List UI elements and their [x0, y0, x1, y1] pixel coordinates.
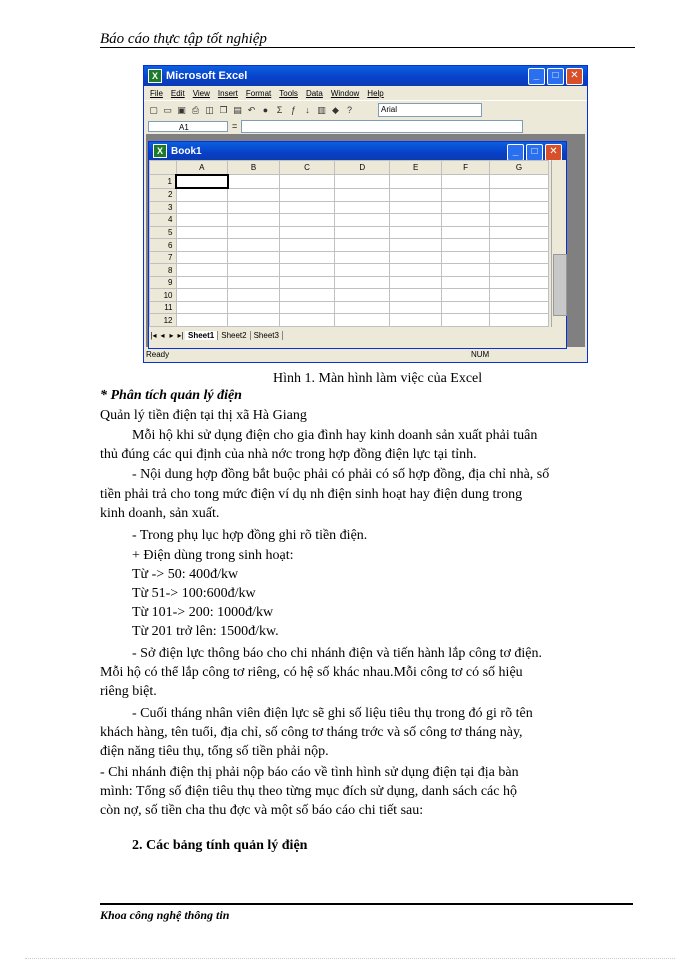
row-header[interactable]: 7	[150, 251, 177, 264]
spreadsheet-grid	[149, 160, 549, 327]
text-line: Từ -> 50: 400đ/kw	[132, 567, 239, 582]
chart-icon[interactable]: ▥	[317, 104, 326, 115]
status-num: NUM	[471, 349, 490, 359]
header-rule	[100, 47, 635, 48]
formula-input[interactable]	[241, 120, 523, 133]
book-minimize-icon[interactable]: _	[507, 144, 524, 161]
tab-sheet3[interactable]: Sheet3	[251, 331, 283, 340]
column-header[interactable]: G	[490, 161, 549, 175]
undo-icon[interactable]: ↶	[247, 104, 256, 115]
menu-bar	[144, 86, 587, 100]
book-titlebar	[149, 142, 566, 160]
help-icon[interactable]: ?	[346, 104, 352, 115]
text-line: - Chi nhánh điện thị phải nộp báo cáo về tình hình sử dụng điện tại địa bàn	[100, 765, 519, 780]
excel-app-icon: X	[148, 69, 162, 83]
text-line: Quản lý tiền điện tại thị xã Hà Giang	[100, 408, 307, 423]
column-header[interactable]: F	[442, 161, 490, 175]
menu-edit[interactable]: Edit	[170, 88, 185, 98]
close-icon[interactable]: ✕	[566, 68, 583, 85]
column-header[interactable]: B	[228, 161, 280, 175]
row-header[interactable]: 4	[150, 214, 177, 227]
name-box[interactable]: A1	[148, 121, 228, 132]
text-line: - Trong phụ lục hợp đồng ghi rõ tiền điện.	[132, 528, 368, 543]
menu-data[interactable]: Data	[305, 88, 323, 98]
text-line: còn nợ, số tiền cha thu đợc và một số báo cáo chi tiết sau:	[100, 803, 424, 818]
status-bar	[146, 347, 585, 361]
text-line: thủ đúng các qui định của nhà nớc trong hợp đồng điện lực tại tỉnh.	[100, 447, 477, 462]
row-header[interactable]: 9	[150, 276, 177, 289]
drawing-icon[interactable]: ◆	[332, 104, 339, 115]
last-sheet-icon[interactable]: ▸|	[177, 330, 184, 340]
text-line: kinh doanh, sản xuất.	[100, 506, 220, 521]
text-line: khách hàng, tên tuổi, địa chỉ, số công tơ tháng trớc và số công tơ tháng này,	[100, 725, 523, 740]
menu-tools[interactable]: Tools	[279, 88, 298, 98]
preview-icon[interactable]: ◫	[205, 104, 214, 115]
vertical-scrollbar[interactable]	[551, 160, 566, 327]
text-line: điện năng tiêu thụ, tổng số tiền phải nộp.	[100, 744, 329, 759]
row-header[interactable]: 1	[150, 175, 177, 189]
menu-help[interactable]: Help	[367, 88, 384, 98]
column-header[interactable]: D	[335, 161, 390, 175]
status-ready: Ready	[146, 349, 170, 359]
autosum-icon[interactable]: Σ	[276, 104, 283, 115]
row-header[interactable]: 10	[150, 289, 177, 302]
row-header[interactable]: 11	[150, 301, 177, 314]
excel-window	[143, 65, 588, 363]
tab-sheet2[interactable]: Sheet2	[218, 331, 250, 340]
text-line: mình: Tổng số điện tiêu thụ theo từng mục đích sử dụng, danh sách các hộ	[100, 784, 517, 799]
menu-format[interactable]: Format	[245, 88, 272, 98]
open-icon[interactable]: ▭	[163, 104, 172, 115]
next-sheet-icon[interactable]: ▸	[169, 330, 174, 340]
page-header-title: Báo cáo thực tập tốt nghiệp	[100, 31, 267, 47]
excel-titlebar	[144, 66, 587, 86]
book-title: Book1	[171, 145, 202, 157]
corner-cell[interactable]	[150, 161, 177, 175]
row-header[interactable]: 2	[150, 188, 177, 201]
text-line: + Điện dùng trong sinh hoạt:	[132, 548, 294, 563]
row-header[interactable]: 8	[150, 264, 177, 277]
toolbar	[144, 100, 587, 119]
function-icon[interactable]: ƒ	[290, 104, 296, 115]
column-header[interactable]: E	[390, 161, 442, 175]
menu-window[interactable]: Window	[330, 88, 360, 98]
text-line: Mỗi hộ có thể lắp công tơ riêng, có hệ số khác nhau.Mỗi công tơ có số hiệu	[100, 665, 523, 680]
sheet-tabs-bar	[149, 328, 564, 342]
new-icon[interactable]: ▢	[149, 104, 158, 115]
tab-sheet1[interactable]: Sheet1	[185, 331, 218, 340]
active-cell[interactable]	[176, 175, 228, 189]
text-line: Mỗi hộ khi sử dụng điện cho gia đình hay kinh doanh sản xuất phải tuân	[132, 428, 538, 443]
maximize-icon[interactable]: □	[547, 68, 564, 85]
book-maximize-icon[interactable]: □	[526, 144, 543, 161]
text-line: riêng biệt.	[100, 684, 157, 699]
page-footer: Khoa công nghệ thông tin	[100, 908, 230, 922]
column-header[interactable]: C	[279, 161, 334, 175]
section-heading-2: 2. Các bảng tính quản lý điện	[132, 838, 308, 853]
row-header[interactable]: 3	[150, 201, 177, 214]
text-line: Từ 51-> 100:600đ/kw	[132, 586, 256, 601]
fx-label: =	[232, 121, 238, 131]
font-select[interactable]: Arial	[378, 103, 482, 117]
section-heading: * Phân tích quản lý điện	[100, 388, 242, 403]
column-header[interactable]: A	[176, 161, 228, 175]
menu-file[interactable]: File	[150, 88, 163, 98]
book-window	[148, 141, 567, 349]
minimize-icon[interactable]: _	[528, 68, 545, 85]
row-header[interactable]: 12	[150, 314, 177, 327]
text-line: tiền phải trả cho tong mức điện ví dụ nh điện sinh hoạt hay điện dung trong	[100, 487, 523, 502]
text-line: Từ 201 trở lên: 1500đ/kw.	[132, 624, 279, 639]
formula-bar	[144, 119, 587, 133]
excel-app-title: Microsoft Excel	[166, 70, 248, 82]
row-header[interactable]: 5	[150, 226, 177, 239]
prev-sheet-icon[interactable]: ◂	[160, 330, 165, 340]
text-line: - Nội dung hợp đồng bắt buộc phải có phải có số hợp đồng, địa chỉ nhà, số	[132, 467, 550, 482]
first-sheet-icon[interactable]: |◂	[150, 330, 157, 340]
sort-icon[interactable]: ↓	[305, 104, 310, 115]
hyperlink-icon[interactable]: ●	[262, 104, 269, 115]
row-header[interactable]: 6	[150, 239, 177, 252]
print-icon[interactable]: ⎙	[191, 104, 200, 115]
menu-view[interactable]: View	[192, 88, 210, 98]
paste-icon[interactable]: ▤	[233, 104, 242, 115]
text-line: - Sở điện lực thông báo cho chi nhánh điện và tiến hành lắp công tơ điện.	[132, 646, 543, 661]
book-icon: X	[153, 144, 167, 158]
text-line: - Cuối tháng nhân viên điện lực sẽ ghi số liệu tiêu thụ trong đó gi rõ tên	[132, 706, 533, 721]
figure-caption: Hình 1. Màn hình làm việc của Excel	[273, 371, 483, 386]
copy-icon[interactable]: ❐	[219, 104, 228, 115]
book-close-icon[interactable]: ✕	[545, 144, 562, 161]
text-line: Từ 101-> 200: 1000đ/kw	[132, 605, 274, 620]
save-icon[interactable]: ▣	[177, 104, 186, 115]
menu-insert[interactable]: Insert	[217, 88, 238, 98]
scroll-thumb[interactable]	[553, 254, 567, 316]
page-edge-rule	[25, 958, 675, 959]
footer-rule	[100, 903, 633, 905]
